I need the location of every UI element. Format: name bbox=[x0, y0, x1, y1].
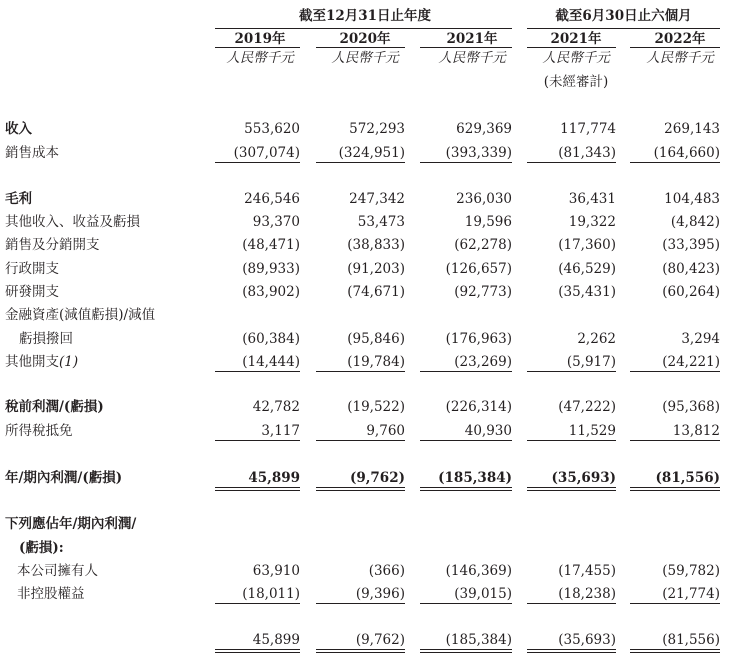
row-value: (95,846) bbox=[347, 331, 405, 347]
header-year-2: 2021年 bbox=[446, 31, 498, 47]
header-year-0: 2019年 bbox=[234, 31, 286, 47]
row-label: 銷售及分銷開支 bbox=[5, 237, 100, 253]
header-year-rule-4 bbox=[630, 47, 720, 48]
row-label: 其他收入、收益及虧損 bbox=[5, 214, 140, 230]
row-value: (307,074) bbox=[233, 145, 300, 161]
header-unit-3: 人民幣千元 bbox=[542, 50, 610, 66]
row-value: (17,360) bbox=[558, 237, 616, 253]
row-double-underline bbox=[420, 652, 512, 653]
row-double-underline bbox=[316, 652, 405, 653]
row-underline bbox=[215, 603, 300, 604]
row-underline bbox=[316, 603, 405, 604]
header-unit-2: 人民幣千元 bbox=[438, 50, 506, 66]
header-unit-0: 人民幣千元 bbox=[226, 50, 294, 66]
row-value: (19,784) bbox=[347, 354, 405, 370]
row-value: (35,693) bbox=[551, 470, 616, 486]
row-value: (33,395) bbox=[662, 237, 720, 253]
row-value: 13,812 bbox=[672, 423, 720, 439]
row-value: (176,963) bbox=[445, 331, 512, 347]
row-underline bbox=[316, 371, 405, 372]
row-value: 63,910 bbox=[252, 563, 300, 579]
row-value: 572,293 bbox=[349, 121, 405, 137]
row-double-underline bbox=[316, 490, 405, 491]
row-value: (81,556) bbox=[662, 632, 720, 648]
row-value: 45,899 bbox=[252, 632, 300, 648]
row-value: 3,294 bbox=[681, 331, 720, 347]
row-double-underline bbox=[527, 487, 616, 488]
row-value: (324,951) bbox=[338, 145, 405, 161]
header-rule-six-months bbox=[527, 28, 720, 29]
row-double-underline bbox=[527, 490, 616, 491]
header-group-fiscal-year: 截至12月31日止年度 bbox=[298, 8, 432, 24]
row-value: 246,546 bbox=[244, 191, 300, 207]
row-value: (46,529) bbox=[558, 261, 616, 277]
row-value: (83,902) bbox=[242, 284, 300, 300]
row-label: 所得稅抵免 bbox=[5, 423, 73, 439]
row-underline bbox=[527, 162, 616, 163]
row-value: 9,760 bbox=[366, 423, 405, 439]
row-value: 236,030 bbox=[456, 191, 512, 207]
row-underline bbox=[630, 440, 720, 441]
row-underline bbox=[215, 440, 300, 441]
row-value: 117,774 bbox=[560, 121, 616, 137]
row-double-underline bbox=[630, 487, 720, 488]
row-label: 本公司擁有人 bbox=[17, 563, 98, 579]
header-year-rule-2 bbox=[420, 47, 512, 48]
row-value: (226,314) bbox=[445, 399, 512, 415]
row-value: (164,660) bbox=[653, 145, 720, 161]
header-year-rule-0 bbox=[215, 47, 300, 48]
row-value: (9,762) bbox=[355, 632, 405, 648]
row-label: 下列應佔年/期內利潤/ bbox=[5, 516, 137, 532]
row-double-underline bbox=[630, 652, 720, 653]
row-value: (62,278) bbox=[454, 237, 512, 253]
row-value: (74,671) bbox=[347, 284, 405, 300]
row-label: 研發開支 bbox=[5, 284, 59, 300]
row-value: 2,262 bbox=[577, 331, 616, 347]
row-value: (19,522) bbox=[347, 399, 405, 415]
row-value: (47,222) bbox=[558, 399, 616, 415]
row-value: (185,384) bbox=[438, 470, 512, 486]
row-value: (185,384) bbox=[445, 632, 512, 648]
row-value: (18,011) bbox=[242, 586, 300, 602]
row-value: (17,455) bbox=[558, 563, 616, 579]
row-underline bbox=[630, 603, 720, 604]
row-value: 104,483 bbox=[664, 191, 720, 207]
header-year-rule-1 bbox=[316, 47, 405, 48]
row-underline bbox=[316, 162, 405, 163]
row-value: (38,833) bbox=[347, 237, 405, 253]
row-value: (146,369) bbox=[445, 563, 512, 579]
row-value: 36,431 bbox=[568, 191, 616, 207]
row-value: 45,899 bbox=[248, 470, 300, 486]
row-value: (5,917) bbox=[566, 354, 616, 370]
row-double-underline bbox=[527, 652, 616, 653]
row-underline bbox=[420, 440, 512, 441]
row-value: (92,773) bbox=[454, 284, 512, 300]
row-value: (89,933) bbox=[242, 261, 300, 277]
row-label: 毛利 bbox=[5, 191, 32, 207]
header-year-1: 2020年 bbox=[339, 31, 391, 47]
row-value: (393,339) bbox=[445, 145, 512, 161]
row-value: 11,529 bbox=[568, 423, 616, 439]
row-label: 其他開支(1) bbox=[5, 354, 79, 370]
row-value: (4,842) bbox=[670, 214, 720, 230]
header-group-six-months: 截至6月30日止六個月 bbox=[555, 8, 692, 24]
row-label-continued: (虧損): bbox=[19, 540, 64, 556]
row-value: (60,384) bbox=[242, 331, 300, 347]
row-double-underline bbox=[420, 649, 512, 650]
row-value: (366) bbox=[368, 563, 405, 579]
row-label-continued: 虧損撥回 bbox=[19, 331, 73, 347]
row-label: 銷售成本 bbox=[5, 145, 59, 161]
row-value: 53,473 bbox=[357, 214, 405, 230]
row-underline bbox=[215, 371, 300, 372]
row-value: 3,117 bbox=[261, 423, 300, 439]
row-underline bbox=[527, 603, 616, 604]
row-underline bbox=[420, 162, 512, 163]
row-underline bbox=[215, 162, 300, 163]
row-label: 稅前利潤/(虧損) bbox=[5, 399, 104, 415]
row-value: (48,471) bbox=[242, 237, 300, 253]
row-double-underline bbox=[215, 487, 300, 488]
row-value: (18,238) bbox=[558, 586, 616, 602]
row-value: 93,370 bbox=[252, 214, 300, 230]
row-double-underline bbox=[630, 490, 720, 491]
row-underline bbox=[316, 440, 405, 441]
row-value: (59,782) bbox=[662, 563, 720, 579]
row-double-underline bbox=[215, 490, 300, 491]
row-value: (9,396) bbox=[355, 586, 405, 602]
row-double-underline bbox=[316, 487, 405, 488]
row-value: 247,342 bbox=[349, 191, 405, 207]
row-double-underline bbox=[527, 649, 616, 650]
row-value: (9,762) bbox=[349, 470, 405, 486]
row-value: (35,693) bbox=[558, 632, 616, 648]
row-value: 19,322 bbox=[568, 214, 616, 230]
header-year-4: 2022年 bbox=[654, 31, 706, 47]
row-double-underline bbox=[420, 490, 512, 491]
row-value: (23,269) bbox=[454, 354, 512, 370]
header-year-rule-3 bbox=[527, 47, 616, 48]
row-value: (24,221) bbox=[662, 354, 720, 370]
row-label: 行政開支 bbox=[5, 261, 59, 277]
row-double-underline bbox=[215, 649, 300, 650]
row-underline bbox=[630, 162, 720, 163]
row-value: 553,620 bbox=[244, 121, 300, 137]
header-unit-4: 人民幣千元 bbox=[646, 50, 714, 66]
row-value: (14,444) bbox=[242, 354, 300, 370]
row-underline bbox=[420, 371, 512, 372]
footnote-marker: (1) bbox=[59, 354, 79, 370]
row-underline bbox=[630, 371, 720, 372]
row-value: 42,782 bbox=[252, 399, 300, 415]
row-value: (60,264) bbox=[662, 284, 720, 300]
row-value: (35,431) bbox=[558, 284, 616, 300]
row-value: (80,423) bbox=[662, 261, 720, 277]
row-label: 金融資產(減值虧損)/減值 bbox=[5, 307, 156, 323]
row-underline bbox=[527, 440, 616, 441]
row-value: 629,369 bbox=[456, 121, 512, 137]
row-double-underline bbox=[420, 487, 512, 488]
row-value: (91,203) bbox=[347, 261, 405, 277]
row-label: 收入 bbox=[5, 121, 32, 137]
header-rule-fiscal-year bbox=[215, 28, 512, 29]
header-unaudited-note: (未經審計) bbox=[543, 74, 609, 90]
row-value: (126,657) bbox=[445, 261, 512, 277]
row-value: 269,143 bbox=[664, 121, 720, 137]
row-double-underline bbox=[316, 649, 405, 650]
row-value: 19,596 bbox=[464, 214, 512, 230]
row-double-underline bbox=[215, 652, 300, 653]
header-year-3: 2021年 bbox=[550, 31, 602, 47]
row-label: 年/期內利潤/(虧損) bbox=[5, 470, 123, 486]
row-underline bbox=[527, 371, 616, 372]
row-value: (81,343) bbox=[558, 145, 616, 161]
row-value: (21,774) bbox=[662, 586, 720, 602]
row-underline bbox=[420, 603, 512, 604]
row-double-underline bbox=[630, 649, 720, 650]
row-label: 非控股權益 bbox=[17, 586, 85, 602]
row-value: (39,015) bbox=[454, 586, 512, 602]
header-unit-1: 人民幣千元 bbox=[331, 50, 399, 66]
row-value: (95,368) bbox=[662, 399, 720, 415]
row-value: (81,556) bbox=[655, 470, 720, 486]
row-value: 40,930 bbox=[464, 423, 512, 439]
